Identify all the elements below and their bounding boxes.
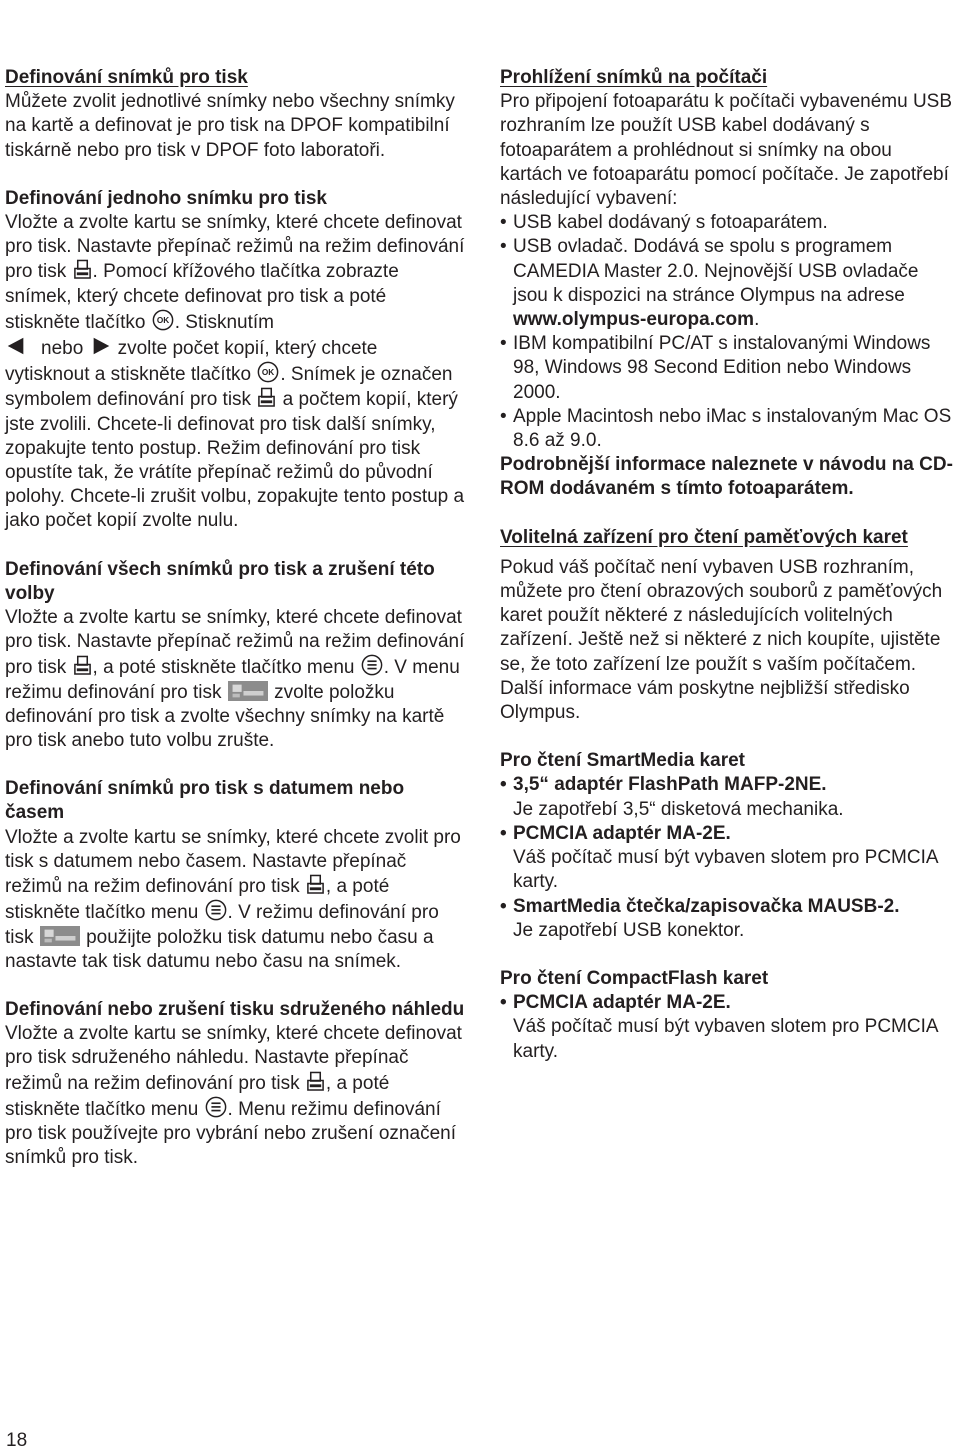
section-title: Definování snímků pro tisk s datumem nebo časem <box>5 778 405 824</box>
section-view-on-pc <box>500 66 958 502</box>
section-title: Pro čtení CompactFlash karet <box>500 967 769 989</box>
section-all-frames <box>5 558 465 754</box>
section-print-reserve <box>5 66 465 163</box>
list-item: • IBM kompatibilní PC/AT s instalovanými Windows 98, Windows 98 Second Edition nebo Windows 2000. <box>500 332 958 405</box>
section-body: Můžete zvolit jednotlivé snímky nebo všechny snímky na kartě a definovat je pro tisk na DPOF kompatibilní tiskárně nebo pro tisk v DPOF foto laboratoři. <box>5 91 455 161</box>
section-title: Definování všech snímků pro tisk a zrušení této volby <box>5 558 435 604</box>
section-title: Pro čtení SmartMedia karet <box>500 750 745 772</box>
section-body: Vložte a zvolte kartu se snímky, které chcete definovat pro tisk sdruženého náhledu. Nastavte přepínač režimů na režim definování pro tisk , a poté stiskněte tlačítko menu . Menu režimu definování pro tisk používejte pro vybrání nebo zrušení označení snímků pro tisk. <box>5 1023 462 1169</box>
website-url: www.olympus-europa.com <box>513 309 755 331</box>
ok-button-icon <box>152 309 174 331</box>
list-item: • PCMCIA adaptér MA-2E. <box>500 991 958 1015</box>
list-item: • USB kabel dodávaný s fotoaparátem. <box>500 211 958 235</box>
list-item-detail: Je zapotřebí USB konektor. <box>513 919 745 941</box>
section-body: Vložte a zvolte kartu se snímky, které chcete definovat pro tisk. Nastavte přepínač režimů na režim definování pro tisk . Pomocí křížového tlačítka zobrazte snímek, který chcete definovat pro tisk a poté stiskněte tlačítko . Stisknutím nebo zvolte počet kopií, který chcete vytisknout a stiskněte tlačítko . Snímek je označen symbolem definování pro tisk a počtem kopií, který jste zvolili. Chcete-li definovat pro tisk další snímky, zopakujte tento postup. Režim definování pro tisk opustíte tak, že vrátíte přepínač režimů do původní polohy. Chcete-li zrušit volbu, zopakujte tento postup a jako počet kopií zvolte nulu. <box>5 212 465 532</box>
cdrom-note: Podrobnější informace naleznete v návodu na CD-ROM dodávaném s tímto fotoaparátem. <box>500 454 953 500</box>
right-column <box>500 66 958 1088</box>
section-title: Definování jednoho snímku pro tisk <box>5 187 327 209</box>
section-title: Definování snímků pro tisk <box>5 67 248 88</box>
section-date-time <box>5 777 465 974</box>
section-body: Pro připojení fotoaparátu k počítači vybavenému USB rozhraním lze použít USB kabel dodávaný s fotoaparátem a prohlédnout si snímky na obou kartách ve fotoaparátu pomocí počítače. Je zapotřebí následující vybavení: <box>500 91 953 210</box>
print-reserve-icon <box>73 259 92 280</box>
section-body: Vložte a zvolte kartu se snímky, které chcete zvolit pro tisk s datumem nebo časem. Nastavte přepínač režimů na režim definování pro tisk , a poté stiskněte tlačítko menu . V režimu definování pro tisk použijte položku tisk datumu nebo času a nastavte tak tisk datumu nebo času na snímek. <box>5 826 461 972</box>
list-item: • PCMCIA adaptér MA-2E. <box>500 822 958 846</box>
print-reserve-icon <box>306 1071 325 1092</box>
section-title: Prohlížení snímků na počítači <box>500 67 768 88</box>
menu-tab-icon <box>40 926 80 946</box>
list-item: • USB ovladač. Dodává se spolu s programem CAMEDIA Master 2.0. Nejnovější USB ovladače jsou k dispozici na stránce Olympus na adrese www.olympus-europa.com. <box>500 235 958 332</box>
page-number: 18 <box>6 1430 28 1451</box>
section-single-frame <box>5 187 465 534</box>
list-item-detail: Je zapotřebí 3,5“ disketová mechanika. <box>513 798 844 820</box>
menu-tab-icon <box>228 681 268 701</box>
menu-button-icon <box>205 899 227 921</box>
arrow-right-icon <box>90 335 112 357</box>
print-reserve-icon <box>306 874 325 895</box>
list-item-detail: Váš počítač musí být vybaven slotem pro PCMCIA karty. <box>513 1016 938 1062</box>
print-reserve-icon <box>257 387 276 408</box>
list-item-detail: Váš počítač musí být vybaven slotem pro PCMCIA karty. <box>513 847 938 893</box>
list-item: • SmartMedia čtečka/zapisovačka MAUSB-2. <box>500 895 958 919</box>
menu-button-icon <box>205 1096 227 1118</box>
list-item: • Apple Macintosh nebo iMac s instalovaným Mac OS 8.6 až 9.0. <box>500 405 958 453</box>
section-compactflash <box>500 967 958 1064</box>
section-card-readers <box>500 526 958 726</box>
menu-button-icon <box>361 654 383 676</box>
print-reserve-icon <box>73 655 92 676</box>
arrow-left-icon <box>5 335 27 357</box>
list-item: • 3,5“ adaptér FlashPath MAFP-2NE. <box>500 773 958 797</box>
section-body: Vložte a zvolte kartu se snímky, které chcete definovat pro tisk. Nastavte přepínač režimů na režim definování pro tisk , a poté stiskněte tlačítko menu . V menu režimu definování pro tisk zvolte položku definování pro tisk a zvolte všechny snímky na kartě pro tisk anebo tuto volbu zrušte. <box>5 607 465 752</box>
section-title: Volitelná zařízení pro čtení paměťových karet <box>500 526 908 548</box>
ok-button-icon <box>257 361 279 383</box>
section-body: Pokud váš počítač není vybaven USB rozhraním, můžete pro čtení obrazových souborů z paměťových karet použít některé z následujících volitelných zařízení. Ještě než si některé z nich koupíte, ujistěte se, že toto zařízení lze použít s vaším počítačem. Další informace vám poskytne nejbližší středisko Olympus. <box>500 556 943 724</box>
left-column <box>5 66 465 1194</box>
section-smartmedia <box>500 749 958 943</box>
section-index-print <box>5 998 465 1170</box>
section-title: Definování nebo zrušení tisku sdruženého náhledu <box>5 998 465 1020</box>
